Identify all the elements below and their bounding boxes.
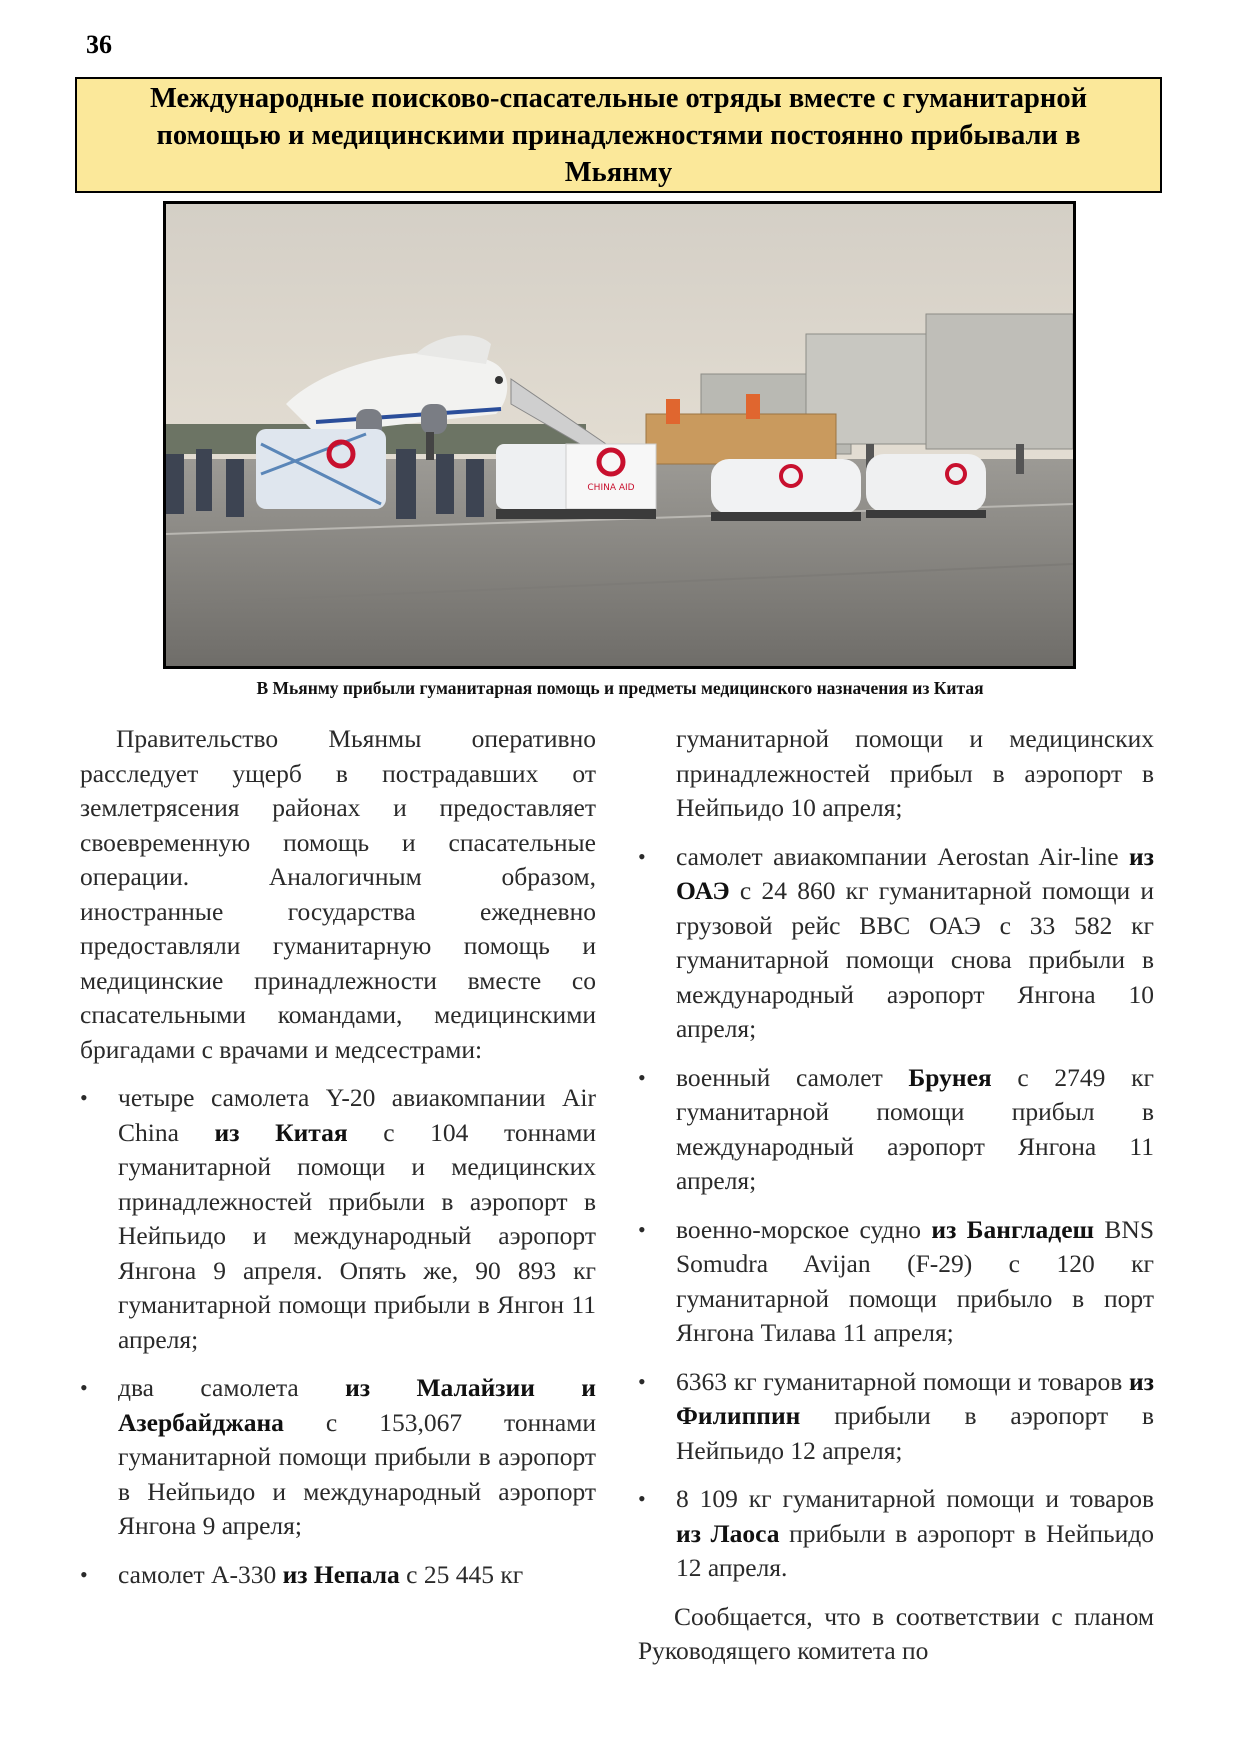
list-item: • самолет авиакомпании Aerostan Air-line из ОАЭ с 24 860 кг гуманитарной помощи и грузовой рейс BBC ОАЭ с 33 582 кг гуманитарной помощи снова прибыли в международный аэропорт Янгона 10 апреля; [638, 841, 1154, 1043]
list-item: • военно-морское судно из Бангладеш BNS Somudra Avijan (F-29) с 120 кг гуманитарной помощи прибыло в порт Янгона Тилава 11 апреля; [638, 1214, 1155, 1347]
photo-caption: В Мьянму прибыли гуманитарная помощь и предметы медицинского назначения из Китая [256, 678, 984, 698]
list-item: • 6363 кг гуманитарной помощи и товаров из Филиппин прибыли в аэропорт в Нейпьидо 12 апреля; [638, 1366, 1154, 1465]
bullet-icon: • [80, 1375, 88, 1400]
right-column [638, 722, 1154, 1669]
bullet-icon: • [638, 843, 646, 869]
bullet-icon: • [638, 1216, 646, 1242]
bullet-icon: • [80, 1561, 88, 1587]
pallet-right-1 [711, 459, 861, 521]
bullet-icon: • [638, 1064, 646, 1090]
left-column [80, 722, 596, 1592]
closing-paragraph: Сообщается, что в соответствии с планом Руководящего комитета по [638, 1601, 1154, 1665]
intro-paragraph: Правительство Мьянмы оперативно расследует ущерб в пострадавших от землетрясения районах и предоставляет своевременную помощь и спасательные операции. Аналогичным образом, иностранные государства ежедневно предоставляли гуманитарную помощь и медицинские принадлежности вместе со спасательными командами, медицинскими бригадами с врачами и медсестрами: [80, 724, 596, 1064]
list-item: • 8 109 кг гуманитарной помощи и товаров из Лаоса прибыли в аэропорт в Нейпьидо 12 апреля. [638, 1484, 1154, 1582]
crate-label: CHINA AID [587, 483, 635, 493]
page-title: Международные поисково-спасательные отряды вместе с гуманитарной помощью и медицинскими принадлежностями постоянно прибывали в Мьянму [149, 82, 1088, 188]
pallet-left [256, 429, 386, 509]
pallet-right-2 [866, 454, 986, 518]
list-continuation: гуманитарной помощи и медицинских принадлежностей прибыл в аэропорт в Нейпьидо 10 апреля; [676, 724, 1154, 822]
pallet-china-aid [496, 444, 656, 519]
bullet-icon: • [80, 1085, 88, 1110]
aid-arrival-photo [163, 201, 1076, 669]
arrivals-list-right [638, 840, 1154, 1586]
title-banner [75, 77, 1162, 193]
list-item: • два самолета из Малайзии и Азербайджана с 153,067 тоннами гуманитарной помощи прибыли в аэропорт в Нейпьидо и международный аэропорт Янгона 9 апреля; [80, 1373, 596, 1540]
list-item: • самолет А-330 из Непала с 25 445 кг [80, 1558, 596, 1593]
page-number: 36 [86, 30, 112, 59]
list-item: • военный самолет Брунея с 2749 кг гуманитарной помощи прибыл в международный аэропорт Янгона 11 апреля; [638, 1062, 1154, 1195]
list-item: • четыре самолета Y-20 авиакомпании Air China из Китая с 104 тоннами гуманитарной помощи и медицинских принадлежностей прибыли в аэропорт в Нейпьидо и международный аэропорт Янгона 9 апреля. Опять же, 90 893 кг гуманитарной помощи прибыли в Янгон 11 апреля; [80, 1083, 596, 1354]
bullet-icon: • [638, 1486, 646, 1511]
arrivals-list-left [80, 1081, 596, 1592]
bullet-icon: • [638, 1368, 646, 1394]
